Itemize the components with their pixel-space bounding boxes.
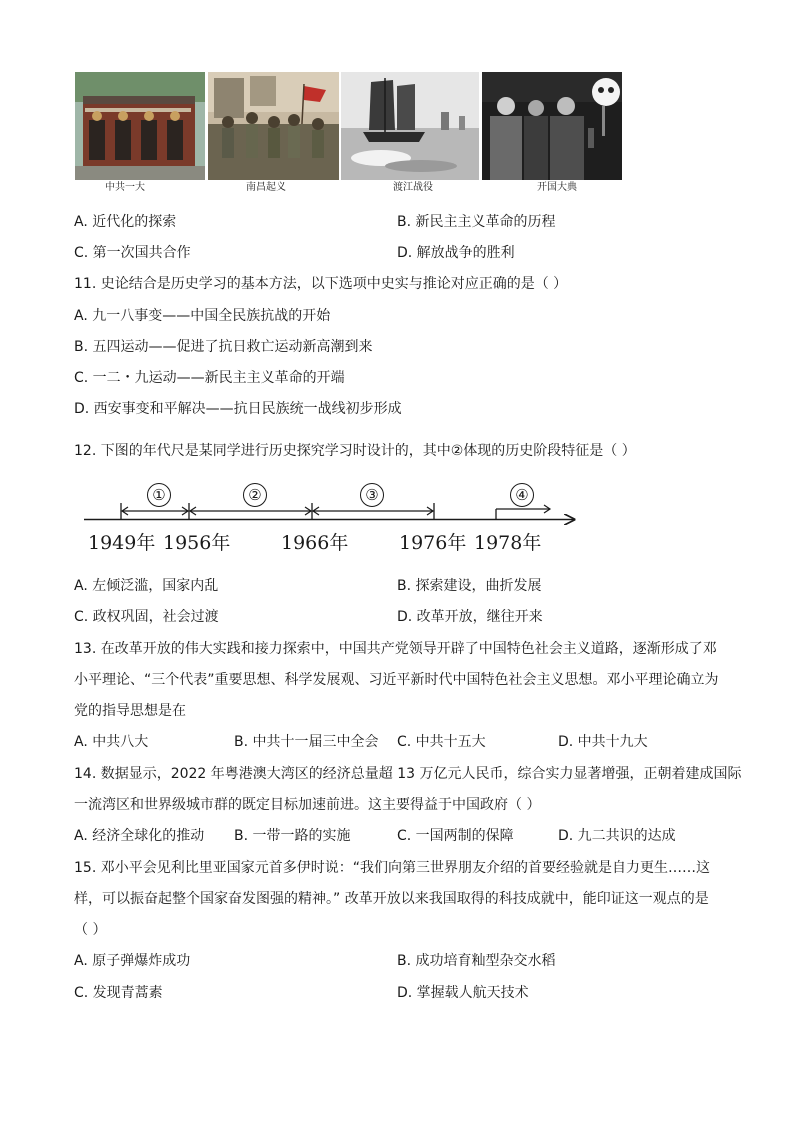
q14-stem-line-2: 一流湾区和世界级城市群的既定目标加速前进。这主要得益于中国政府（ ） — [74, 797, 541, 813]
q11-option-a[interactable]: A. 九一八事变——中国全民族抗战的开始 — [74, 308, 331, 324]
q10-option-d[interactable]: D. 解放战争的胜利 — [397, 245, 515, 261]
q10-option-a[interactable]: A. 近代化的探索 — [74, 214, 177, 230]
q14-option-d[interactable]: D. 九二共识的达成 — [558, 828, 676, 844]
period-marker-2: ② — [243, 483, 267, 507]
year-label-1949: 1949年 — [88, 532, 156, 554]
caption-founding-ceremony: 开国大典 — [537, 182, 577, 193]
q13-option-c[interactable]: C. 中共十五大 — [397, 734, 486, 750]
q10-option-c[interactable]: C. 第一次国共合作 — [74, 245, 191, 261]
period-span-1 — [122, 507, 188, 515]
q15-option-a[interactable]: A. 原子弹爆炸成功 — [74, 953, 191, 969]
q10-option-b[interactable]: B. 新民主主义革命的历程 — [397, 214, 556, 230]
q12-stem: 12. 下图的年代尺是某同学进行历史探究学习时设计的，其中②体现的历史阶段特征是（ ） — [74, 443, 636, 459]
q12-option-a[interactable]: A. 左倾泛滥，国家内乱 — [74, 578, 219, 594]
q15-stem-line-1: 15. 邓小平会见利比里亚国家元首多伊时说：“我们向第三世界朋友介绍的首要经验就是自力更生……这 — [74, 860, 710, 876]
q12-option-b[interactable]: B. 探索建设，曲折发展 — [397, 578, 542, 594]
year-label-1978: 1978年 — [474, 532, 542, 554]
q12-option-c[interactable]: C. 政权巩固，社会过渡 — [74, 609, 219, 625]
q15-stem-line-3: （ ） — [74, 922, 107, 938]
q11-option-c[interactable]: C. 一二・九运动——新民主主义革命的开端 — [74, 370, 345, 386]
q15-option-c[interactable]: C. 发现青蒿素 — [74, 985, 163, 1001]
year-label-1956: 1956年 — [163, 532, 231, 554]
year-label-1966: 1966年 — [281, 532, 349, 554]
q13-option-d[interactable]: D. 中共十九大 — [558, 734, 648, 750]
q11-option-d[interactable]: D. 西安事变和平解决——抗日民族统一战线初步形成 — [74, 401, 402, 417]
period-marker-4: ④ — [510, 483, 534, 507]
q14-option-a[interactable]: A. 经济全球化的推动 — [74, 828, 205, 844]
caption-nanchang-uprising: 南昌起义 — [246, 182, 286, 193]
period-marker-3: ③ — [360, 483, 384, 507]
year-label-1976: 1976年 — [399, 532, 467, 554]
period-span-2 — [190, 507, 311, 515]
period-span-3 — [313, 507, 433, 515]
q11-stem: 11. 史论结合是历史学习的基本方法，以下选项中史实与推论对应正确的是（ ） — [74, 276, 568, 292]
caption-first-congress: 中共一大 — [105, 182, 145, 193]
q15-option-b[interactable]: B. 成功培育籼型杂交水稻 — [397, 953, 556, 969]
period-marker-1: ① — [147, 483, 171, 507]
q13-option-b[interactable]: B. 中共十一届三中全会 — [234, 734, 379, 750]
q12-option-d[interactable]: D. 改革开放，继往开来 — [397, 609, 543, 625]
q13-stem-line-1: 13. 在改革开放的伟大实践和接力探索中，中国共产党领导开辟了中国特色社会主义道路，逐渐形成了邓 — [74, 641, 717, 657]
q14-option-b[interactable]: B. 一带一路的实施 — [234, 828, 351, 844]
q14-option-c[interactable]: C. 一国两制的保障 — [397, 828, 514, 844]
q13-stem-line-2: 小平理论、“三个代表”重要思想、科学发展观、习近平新时代中国特色社会主义思想。邓小平理论确立为 — [74, 672, 719, 688]
q15-option-d[interactable]: D. 掌握载人航天技术 — [397, 985, 529, 1001]
q13-stem-line-3: 党的指导思想是在 — [74, 703, 186, 719]
q15-stem-line-2: 样，可以振奋起整个国家奋发图强的精神。” 改革开放以来我国取得的科技成就中，能印证这一观点的是 — [74, 891, 709, 907]
q11-option-b[interactable]: B. 五四运动——促进了抗日救亡运动新高潮到来 — [74, 339, 373, 355]
q14-stem-line-1: 14. 数据显示，2022 年粤港澳大湾区的经济总量超 13 万亿元人民币，综合实力显著增强，正朝着建成国际 — [74, 766, 742, 782]
q13-option-a[interactable]: A. 中共八大 — [74, 734, 149, 750]
caption-yangtze-crossing: 渡江战役 — [393, 182, 433, 193]
